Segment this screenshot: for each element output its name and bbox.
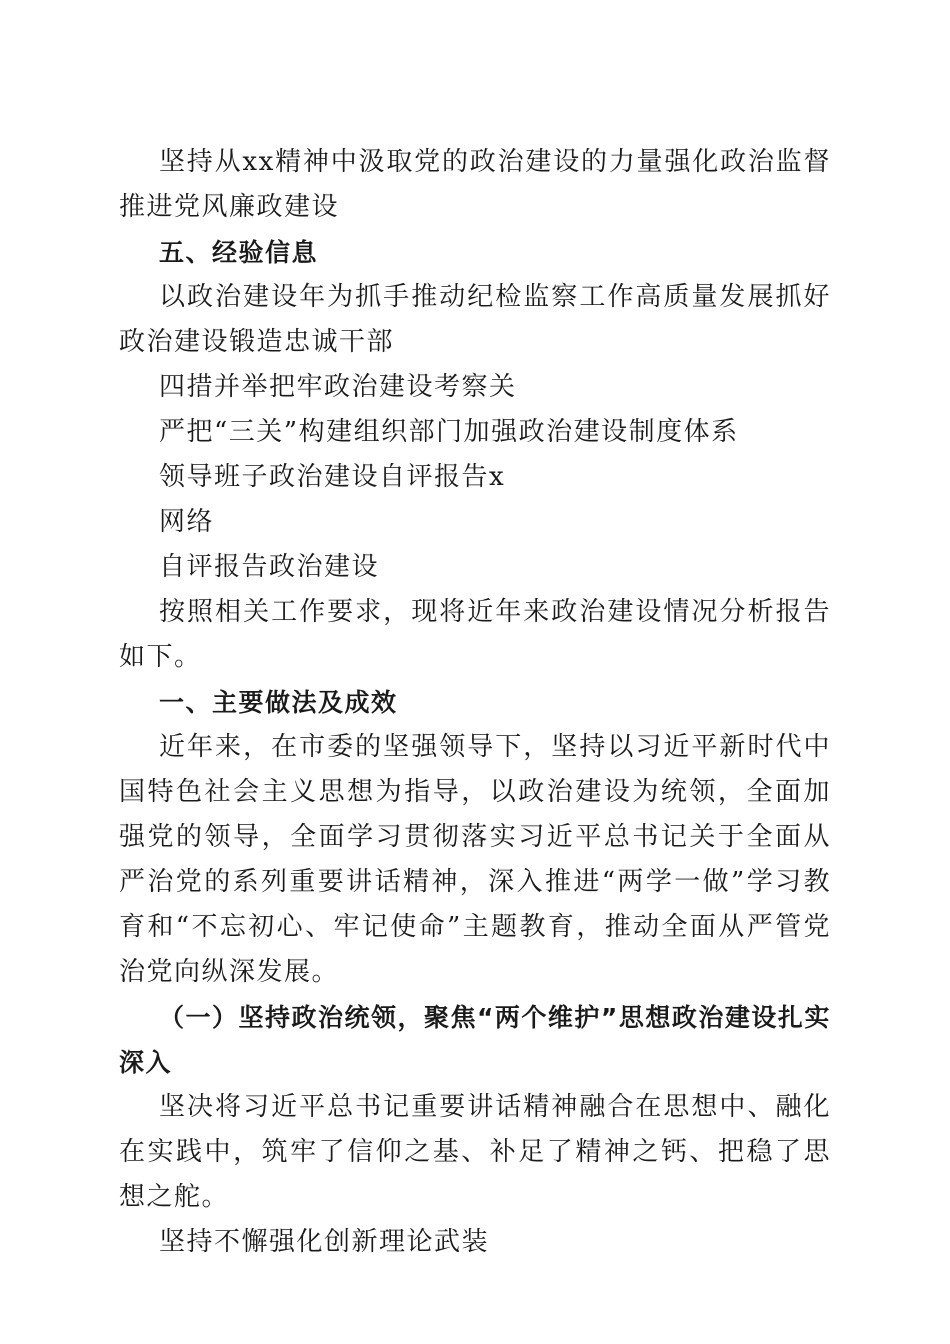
subsection-heading: （一）坚持政治统领，聚焦“两个维护”思想政治建设扎实深入 (119, 1003, 831, 1077)
document-body (119, 140, 831, 1265)
paragraph: 坚持从xx精神中汲取党的政治建设的力量强化政治监督推进党风廉政建设 (119, 147, 831, 222)
section-heading: 五、经验信息 (159, 238, 319, 267)
paragraph: 严把“三关”构建组织部门加强政治建设制度体系 (159, 417, 739, 447)
paragraph: 自评报告政治建设 (159, 552, 380, 582)
paragraph: 近年来，在市委的坚强领导下，坚持以习近平新时代中国特色社会主义思想为指导，以政治建设为统领，全面加强党的领导，全面学习贯彻落实习近平总书记关于全面从严治党的系列重要讲话精神，深入推进“两学一做”学习教育和“不忘初心、牢记使命”主题教育，推动全面从严管党治党向纵深发展。 (119, 732, 831, 987)
paragraph: 领导班子政治建设自评报告x (159, 462, 506, 492)
paragraph: 按照相关工作要求，现将近年来政治建设情况分析报告如下。 (119, 597, 831, 672)
paragraph: 网络 (159, 507, 215, 537)
paragraph: 四措并举把牢政治建设考察关 (159, 372, 517, 402)
paragraph: 坚持不懈强化创新理论武装 (159, 1227, 490, 1257)
section-heading: 一、主要做法及成效 (159, 688, 398, 717)
paragraph: 坚决将习近平总书记重要讲话精神融合在思想中、融化在实践中，筑牢了信仰之基、补足了精神之钙、把稳了思想之舵。 (119, 1092, 831, 1212)
paragraph: 以政治建设年为抓手推动纪检监察工作高质量发展抓好政治建设锻造忠诚干部 (119, 282, 831, 357)
